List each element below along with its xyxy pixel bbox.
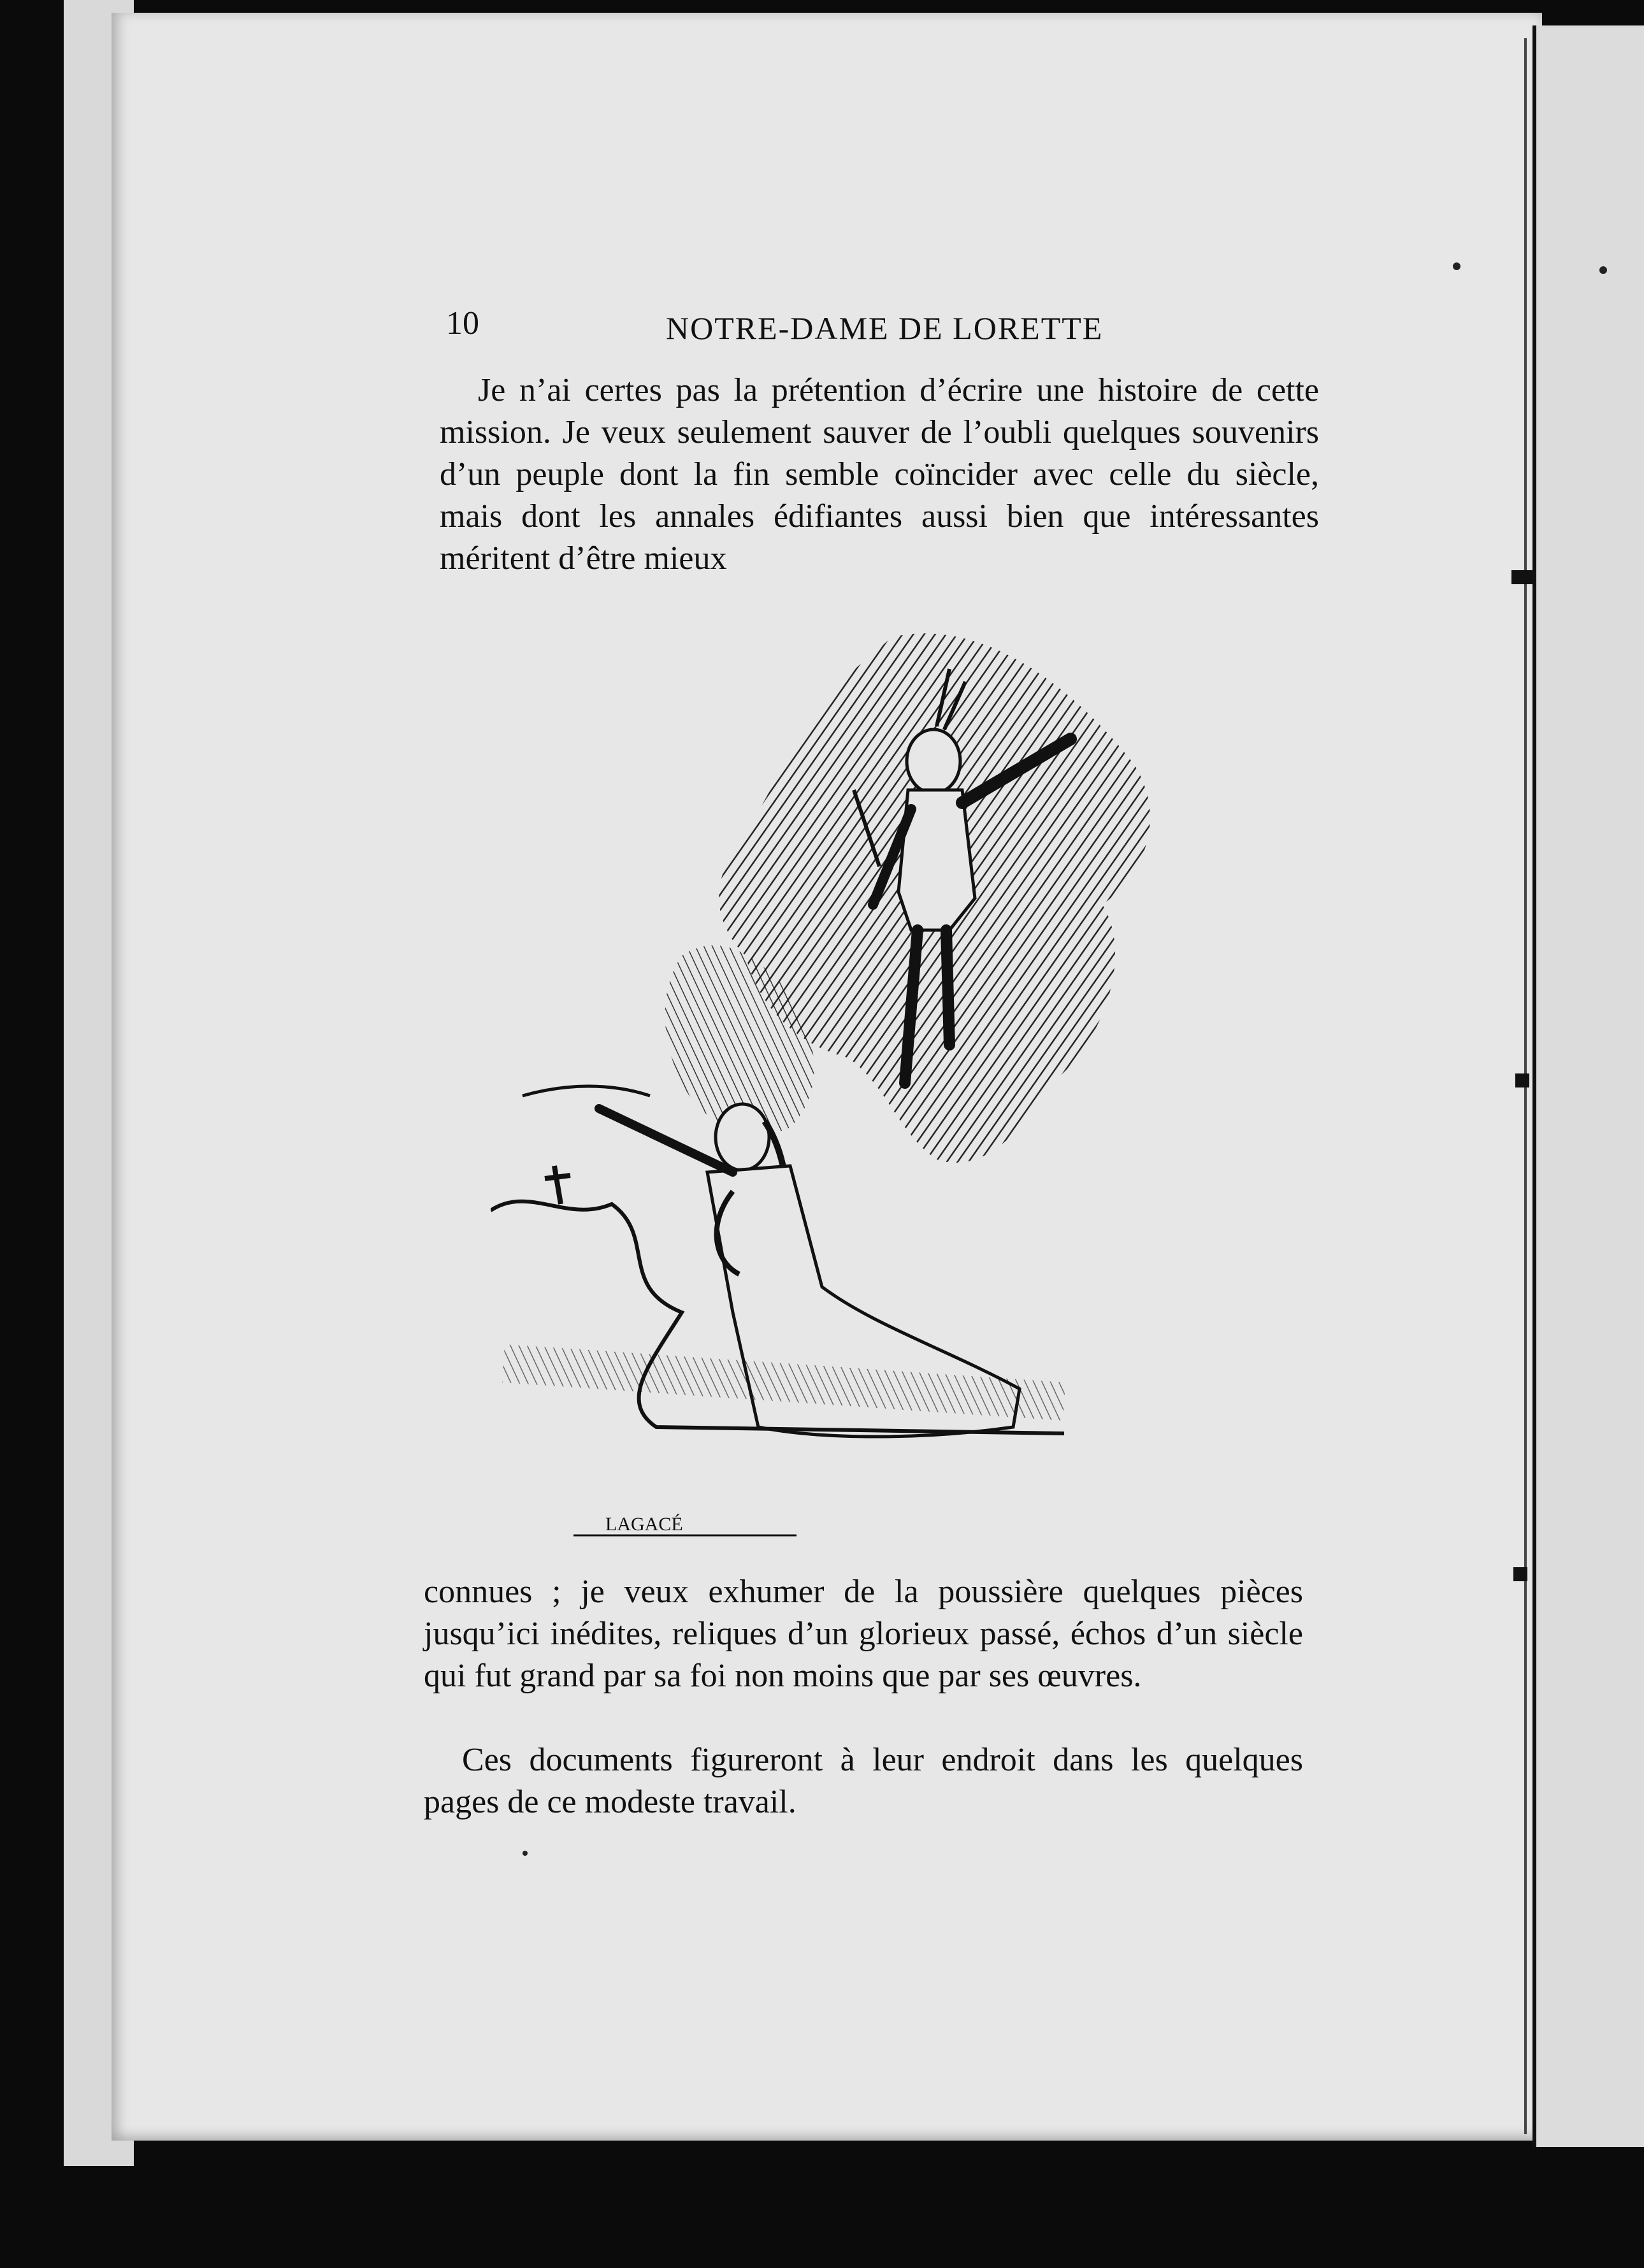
adjacent-page-edge [1532,25,1644,2147]
paragraph: Je n’ai certes pas la prétention d’écrire une histoire de cette mission. Je veux seulement sauver de l’oubli quelques souvenirs d’un peuple dont la fin semble coïncider avec celle du siècle, mais dont les annales édifiantes aussi bien que intéressantes méritent d’être mieux [440,372,1319,577]
speck [1453,262,1460,270]
page-edge-mark [1511,570,1533,584]
artist-signature [567,1510,803,1542]
speck [1599,266,1607,274]
page-number: 10 [446,305,479,341]
engraving-illustration [491,599,1192,1542]
svg-text:LAGACÉ: LAGACÉ [605,1514,683,1535]
paragraph: connues ; je veux exhumer de la poussière quelques pièces jusqu’ici inédites, reliques d’un glorieux passé, échos d’un siècle qui fut grand par sa foi non moins que par ses œuvres. [424,1574,1303,1694]
paragraph: Ces documents figureront à leur endroit dans les quelques pages de ce modeste travail. [424,1742,1303,1820]
page-edge-mark [1515,1073,1529,1087]
page-edge-mark [1513,1567,1527,1581]
speck [523,1851,528,1856]
running-head: NOTRE-DAME DE LORETTE [666,310,1104,346]
